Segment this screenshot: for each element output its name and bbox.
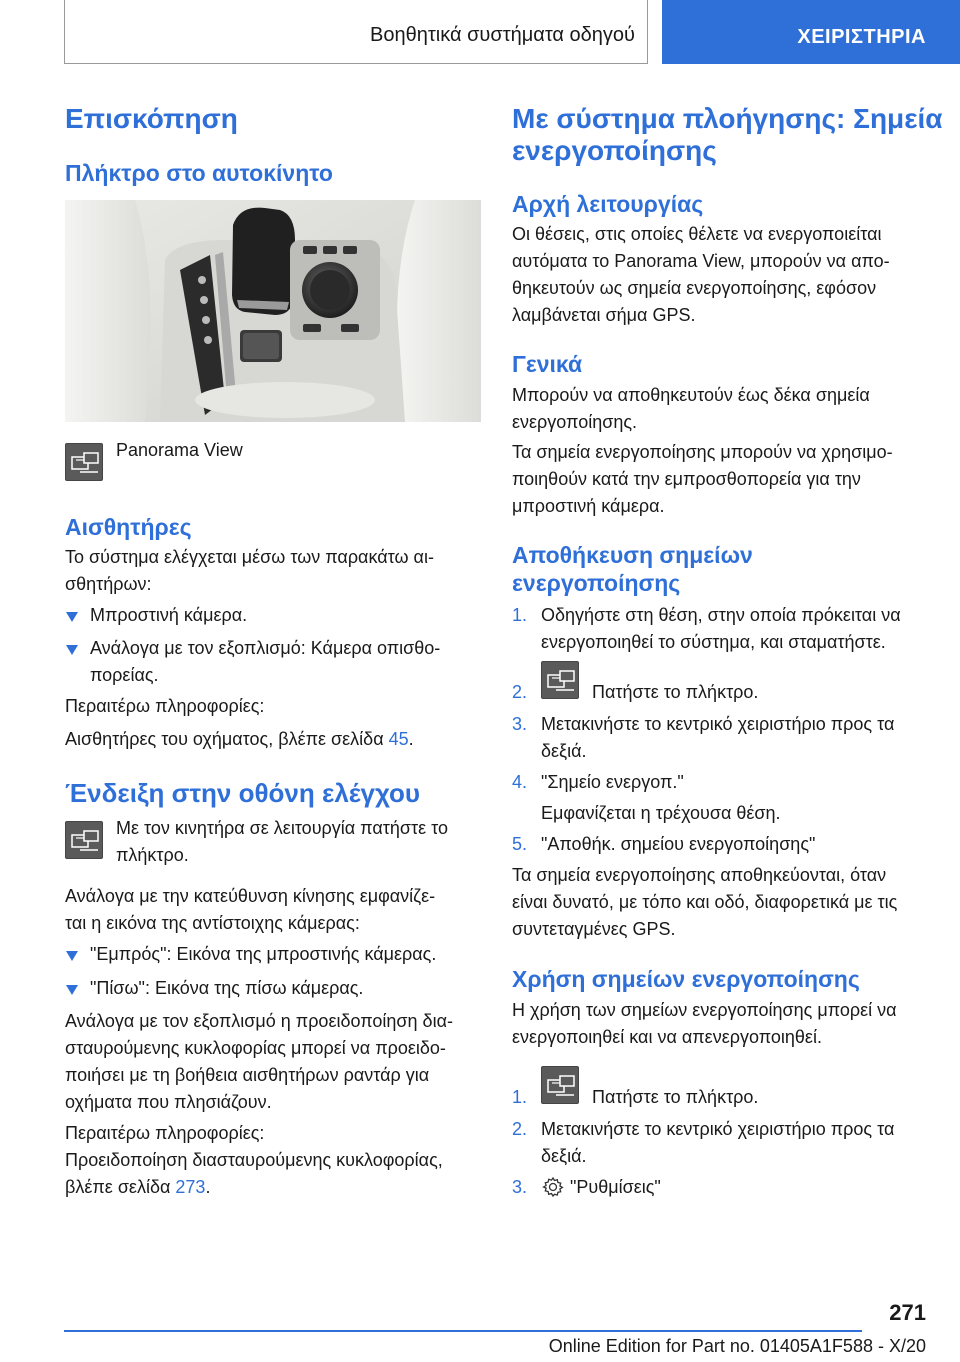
principle-line4: λαμβάνεται σήμα GPS. <box>512 305 696 325</box>
use-step2-line1: Μετακινήστε το κεντρικό χειριστήριο προς τα <box>541 1119 895 1139</box>
link-page-273[interactable]: 273 <box>175 1177 206 1197</box>
store-note-line2: είναι δυνατό, με τόπο και οδό, διαφορετικά με τις <box>512 892 898 912</box>
store-step5: "Αποθήκ. σημείου ενεργοποίησης" <box>541 834 816 854</box>
store-step4-line1: "Σημείο ενεργοπ." <box>541 772 684 792</box>
warning-text-line2: σταυρούμενης κυκλοφορίας μπορεί να προειδο- <box>65 1038 446 1058</box>
link-page-45[interactable]: 45 <box>388 729 409 749</box>
step-number: 3. <box>512 1177 528 1197</box>
principle-line3: θηκευτούν ως σημεία ενεργοποίησης, εφόσον <box>512 278 877 298</box>
step-number: 3. <box>512 714 528 734</box>
bullet-rear-camera-line1: Ανάλογα με τον εξοπλισμό: Κάμερα οπισθο- <box>90 638 441 658</box>
heading-gps-points-line2: ενεργοποίησης <box>512 135 717 166</box>
step-number: 4. <box>512 772 528 792</box>
step-number: 2. <box>512 1119 528 1139</box>
sensors-text-line1: Το σύστημα ελέγχεται μέσω των παρακάτω αι- <box>65 547 434 567</box>
heading-general: Γενικά <box>512 351 583 377</box>
key-label: Panorama View <box>116 440 243 460</box>
header-chapter-title: ΧΕΙΡΙΣΤΗΡΙΑ <box>797 26 926 48</box>
bullet-triangle-icon <box>66 985 78 995</box>
panorama-view-key-icon <box>541 1066 579 1104</box>
general-line3: Τα σημεία ενεργοποίησης μπορούν να χρησιμο- <box>512 442 893 462</box>
console-photo <box>65 200 481 422</box>
store-step1-line1: Οδηγήστε στη θέση, στην οποία πρόκειται να <box>541 605 901 625</box>
panorama-view-key-icon <box>541 661 579 699</box>
cross-traffic-line2 <box>65 1174 210 1201</box>
step-number: 1. <box>512 1087 528 1107</box>
step-number: 2. <box>512 682 528 702</box>
store-step3-line2: δεξιά. <box>541 741 587 761</box>
gear-icon <box>541 1175 565 1199</box>
store-step3-line1: Μετακινήστε το κεντρικό χειριστήριο προς τα <box>541 714 895 734</box>
heading-sensors: Αισθητήρες <box>65 514 192 540</box>
bullet-triangle-icon <box>66 645 78 655</box>
sensors-reference <box>65 726 414 753</box>
display-text-line2: πλήκτρο. <box>116 845 189 865</box>
heading-principle: Αρχή λειτουργίας <box>512 191 704 217</box>
bullet-forward: "Εμπρός": Εικόνα της μπροστινής κάμερας. <box>90 944 437 964</box>
warning-text-line1: Ανάλογα με τον εξοπλισμό η προειδοποίηση δια- <box>65 1011 453 1031</box>
principle-line2: αυτόματα το Panorama View, μπορούν να απο- <box>512 251 890 271</box>
heading-store-line2: ενεργοποίησης <box>512 570 681 596</box>
bullet-reverse: "Πίσω": Εικόνα της πίσω κάμερας. <box>90 978 364 998</box>
bullet-triangle-icon <box>66 612 78 622</box>
cross-traffic-end: . <box>205 1177 211 1197</box>
heading-gps-points-line1: Με σύστημα πλοήγησης: Σημεία <box>512 103 943 134</box>
use-text-line1: Η χρήση των σημείων ενεργοποίησης μπορεί να <box>512 1000 897 1020</box>
bullet-triangle-icon <box>66 951 78 961</box>
display-text-line1: Με τον κινητήρα σε λειτουργία πατήστε το <box>116 818 448 838</box>
use-step2-line2: δεξιά. <box>541 1146 587 1166</box>
store-step4-line2: Εμφανίζεται η τρέχουσα θέση. <box>541 803 781 823</box>
heading-store-line1: Αποθήκευση σημείων <box>512 542 753 568</box>
cross-traffic-text: βλέπε σελίδα <box>65 1177 176 1197</box>
store-step2: Πατήστε το πλήκτρο. <box>592 682 759 702</box>
warning-text-line4: οχήματα που πλησιάζουν. <box>65 1092 272 1112</box>
header-section-box <box>64 0 648 64</box>
store-note-line3: συντεταγμένες GPS. <box>512 919 676 939</box>
heading-overview: Επισκόπηση <box>65 103 238 134</box>
heading-display: Ένδειξη στην οθόνη ελέγχου <box>65 778 421 808</box>
use-step3: "Ρυθμίσεις" <box>570 1177 661 1197</box>
general-line5: μπροστινή κάμερα. <box>512 496 665 516</box>
store-step1-line2: ενεργοποιηθεί το σύστημα, και σταματήστε. <box>541 632 886 652</box>
cross-traffic-line1: Προειδοποίηση διασταυρούμενης κυκλοφορίας, <box>65 1150 443 1170</box>
footer-divider <box>64 1330 862 1332</box>
panorama-view-key-icon <box>65 821 103 859</box>
use-step1: Πατήστε το πλήκτρο. <box>592 1087 759 1107</box>
bullet-rear-camera-line2: πορείας. <box>90 665 159 685</box>
heading-key-in-car: Πλήκτρο στο αυτοκίνητο <box>65 160 333 186</box>
direction-text-line2: ται η εικόνα της αντίστοιχης κάμερας: <box>65 913 360 933</box>
use-text-line2: ενεργοποιηθεί και να απενεργοποιηθεί. <box>512 1027 822 1047</box>
header-section-title: Βοηθητικά συστήματα οδηγού <box>370 24 635 46</box>
more-info-label: Περαιτέρω πληροφορίες: <box>65 696 265 716</box>
step-number: 5. <box>512 834 528 854</box>
sensors-reference-end: . <box>408 729 414 749</box>
page-number: 271 <box>889 1300 926 1325</box>
warning-text-line3: ποιήσει με τη βοήθεια αισθητήρων ραντάρ για <box>65 1065 430 1085</box>
general-line1: Μπορούν να αποθηκευτούν έως δέκα σημεία <box>512 385 870 405</box>
sensors-reference-text: Αισθητήρες του οχήματος, βλέπε σελίδα <box>65 729 389 749</box>
bullet-front-camera: Μπροστινή κάμερα. <box>90 605 248 625</box>
heading-use-points: Χρήση σημείων ενεργοποίησης <box>512 966 860 992</box>
principle-line1: Οι θέσεις, στις οποίες θέλετε να ενεργοποιείται <box>512 224 882 244</box>
general-line2: ενεργοποίησης. <box>512 412 638 432</box>
header-chapter-tab <box>662 0 960 64</box>
direction-text-line1: Ανάλογα με την κατεύθυνση κίνησης εμφανίζε- <box>65 886 436 906</box>
sensors-text-line2: σθητήρων: <box>65 574 152 594</box>
general-line4: ποιηθούν κατά την εμπροσθοπορεία για την <box>512 469 861 489</box>
step-number: 1. <box>512 605 528 625</box>
panorama-view-key-icon <box>65 443 103 481</box>
footer-edition: Online Edition for Part no. 01405A1F588 - X/20 <box>548 1336 926 1356</box>
more-info-label-2: Περαιτέρω πληροφορίες: <box>65 1123 265 1143</box>
store-note-line1: Τα σημεία ενεργοποίησης αποθηκεύονται, όταν <box>512 865 887 885</box>
